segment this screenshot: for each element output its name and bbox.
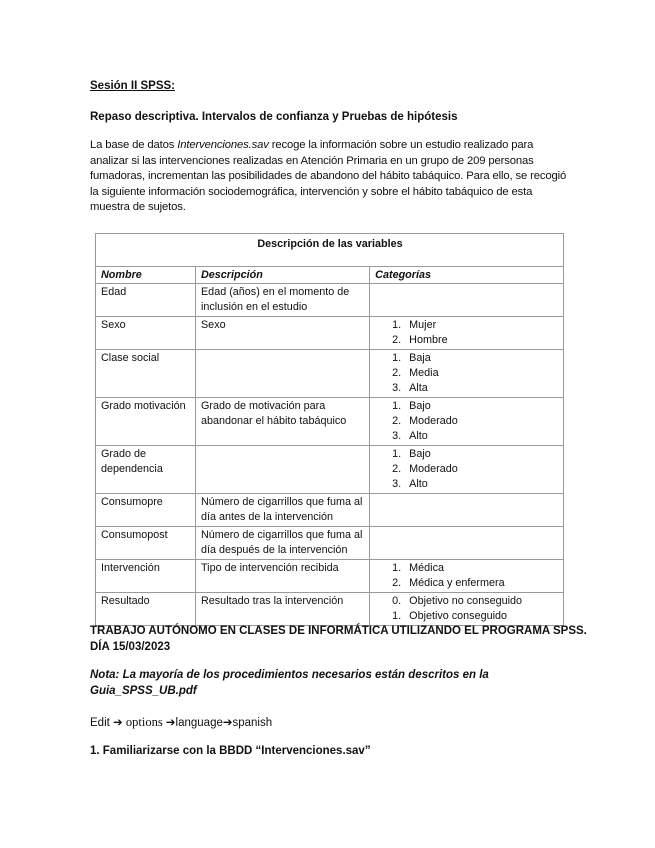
variables-table (95, 233, 564, 626)
table-row (96, 527, 564, 560)
variable-description (195, 446, 369, 494)
variable-description: Número de cigarrillos que fuma al día después de la intervención (195, 527, 369, 560)
category-number: 3. (392, 478, 402, 490)
menu-edit: Edit (90, 717, 110, 729)
trabajo-date: DÍA 15/03/2023 (90, 640, 171, 653)
category-number: 2. (392, 577, 402, 589)
table-body (96, 284, 564, 626)
variable-name: Consumopost (96, 527, 196, 560)
category-label: Media (409, 367, 439, 379)
variable-categories (370, 284, 564, 317)
step-1-heading: 1. Familiarizarse con la BBDD “Intervenciones.sav” (90, 745, 371, 757)
category-item (392, 477, 559, 492)
category-label: Bajo (409, 448, 431, 460)
category-number: 1. (392, 448, 402, 460)
variable-categories (370, 317, 564, 350)
table-row (96, 494, 564, 527)
subtitle: Repaso descriptiva. Intervalos de confianza y Pruebas de hipótesis (90, 111, 458, 123)
category-label: Moderado (409, 415, 458, 427)
category-label: Hombre (409, 334, 448, 346)
category-label: Objetivo no conseguido (409, 595, 523, 607)
category-item (392, 399, 559, 414)
category-number: 1. (392, 400, 402, 412)
variable-name: Sexo (96, 317, 196, 350)
arrow-right-icon: ➔ (113, 717, 123, 729)
table-row (96, 398, 564, 446)
variable-categories (370, 398, 564, 446)
category-item (392, 594, 559, 609)
header-descripcion: Descripción (195, 267, 369, 284)
variable-description (195, 350, 369, 398)
category-label: Alto (409, 430, 428, 442)
variable-description: Sexo (195, 317, 369, 350)
variable-description: Tipo de intervención recibida (195, 560, 369, 593)
table-row (96, 284, 564, 317)
variable-categories (370, 560, 564, 593)
intro-text-rest: recoge la información sobre un estudio realizado para analizar si las intervenciones realizadas en Atención Primaria en un grupo de 209 personas fumadoras, incrementan las posibilidades de abandono del hábito tabáquico. Para ello, se recogió la siguiente información sociodemográfica, intervención y sobre el hábito tabáquico de esta muestra de sujetos. (90, 139, 567, 213)
category-label: Alta (409, 382, 428, 394)
category-number: 3. (392, 382, 402, 394)
category-label: Alto (409, 478, 428, 490)
category-number: 2. (392, 463, 402, 475)
variable-description: Número de cigarrillos que fuma al día antes de la intervención (195, 494, 369, 527)
category-number: 2. (392, 334, 402, 346)
variable-categories (370, 527, 564, 560)
category-number: 3. (392, 430, 402, 442)
variable-name: Intervención (96, 560, 196, 593)
arrow-right-icon: ➔ (165, 717, 176, 729)
category-item (392, 414, 559, 429)
category-item (392, 381, 559, 396)
header-categorias: Categorías (370, 267, 564, 284)
header-nombre: Nombre (96, 267, 196, 284)
category-item (392, 609, 559, 624)
category-item (392, 429, 559, 444)
category-number: 1. (392, 610, 402, 622)
trabajo-heading (90, 624, 587, 655)
variable-name: Grado motivación (96, 398, 196, 446)
table-row (96, 317, 564, 350)
category-number: 1. (392, 352, 402, 364)
category-item (392, 447, 559, 462)
menu-language: language (175, 717, 223, 729)
arrow-right-icon: ➔ (222, 717, 233, 729)
variable-description: Edad (años) en el momento de inclusión en el estudio (195, 284, 369, 317)
variable-name: Clase social (96, 350, 196, 398)
category-label: Bajo (409, 400, 431, 412)
category-number: 1. (392, 562, 402, 574)
category-item (392, 333, 559, 348)
category-label: Objetivo conseguido (409, 610, 508, 622)
menu-path (90, 715, 272, 730)
category-number: 1. (392, 319, 402, 331)
table-row (96, 446, 564, 494)
table-row (96, 560, 564, 593)
intro-paragraph (90, 138, 568, 216)
menu-options: options (125, 715, 163, 729)
table-row (96, 350, 564, 398)
category-item (392, 576, 559, 591)
category-label: Médica y enfermera (409, 577, 505, 589)
category-label: Moderado (409, 463, 458, 475)
dataset-filename: Intervenciones.sav (177, 139, 269, 151)
category-item (392, 561, 559, 576)
variable-categories (370, 593, 564, 626)
variable-description: Grado de motivación para abandonar el hábito tabáquico (195, 398, 369, 446)
table-caption: Descripción de las variables (96, 234, 564, 267)
category-number: 2. (392, 367, 402, 379)
variable-categories (370, 494, 564, 527)
category-item (392, 366, 559, 381)
trabajo-line-1: TRABAJO AUTÓNOMO EN CLASES DE INFORMÁTICA UTILIZANDO EL PROGRAMA SPSS. (90, 625, 587, 637)
category-label: Médica (409, 562, 444, 574)
category-item (392, 462, 559, 477)
variable-name: Resultado (96, 593, 196, 626)
variable-name: Grado de dependencia (96, 446, 196, 494)
variable-name: Consumopre (96, 494, 196, 527)
variable-categories (370, 446, 564, 494)
intro-text-start: La base de datos (90, 139, 178, 151)
session-title: Sesión II SPSS: (90, 80, 175, 92)
variable-name: Edad (96, 284, 196, 317)
menu-spanish: spanish (232, 717, 273, 729)
variable-description: Resultado tras la intervención (195, 593, 369, 626)
category-label: Baja (409, 352, 431, 364)
category-label: Mujer (409, 319, 437, 331)
variable-categories (370, 350, 564, 398)
table-row (96, 593, 564, 626)
category-number: 2. (392, 415, 402, 427)
category-item (392, 351, 559, 366)
nota-text: Nota: La mayoría de los procedimientos necesarios están descritos en la Guia_SPSS_UB.pdf (90, 669, 489, 697)
category-number: 0. (392, 595, 402, 607)
category-item (392, 318, 559, 333)
